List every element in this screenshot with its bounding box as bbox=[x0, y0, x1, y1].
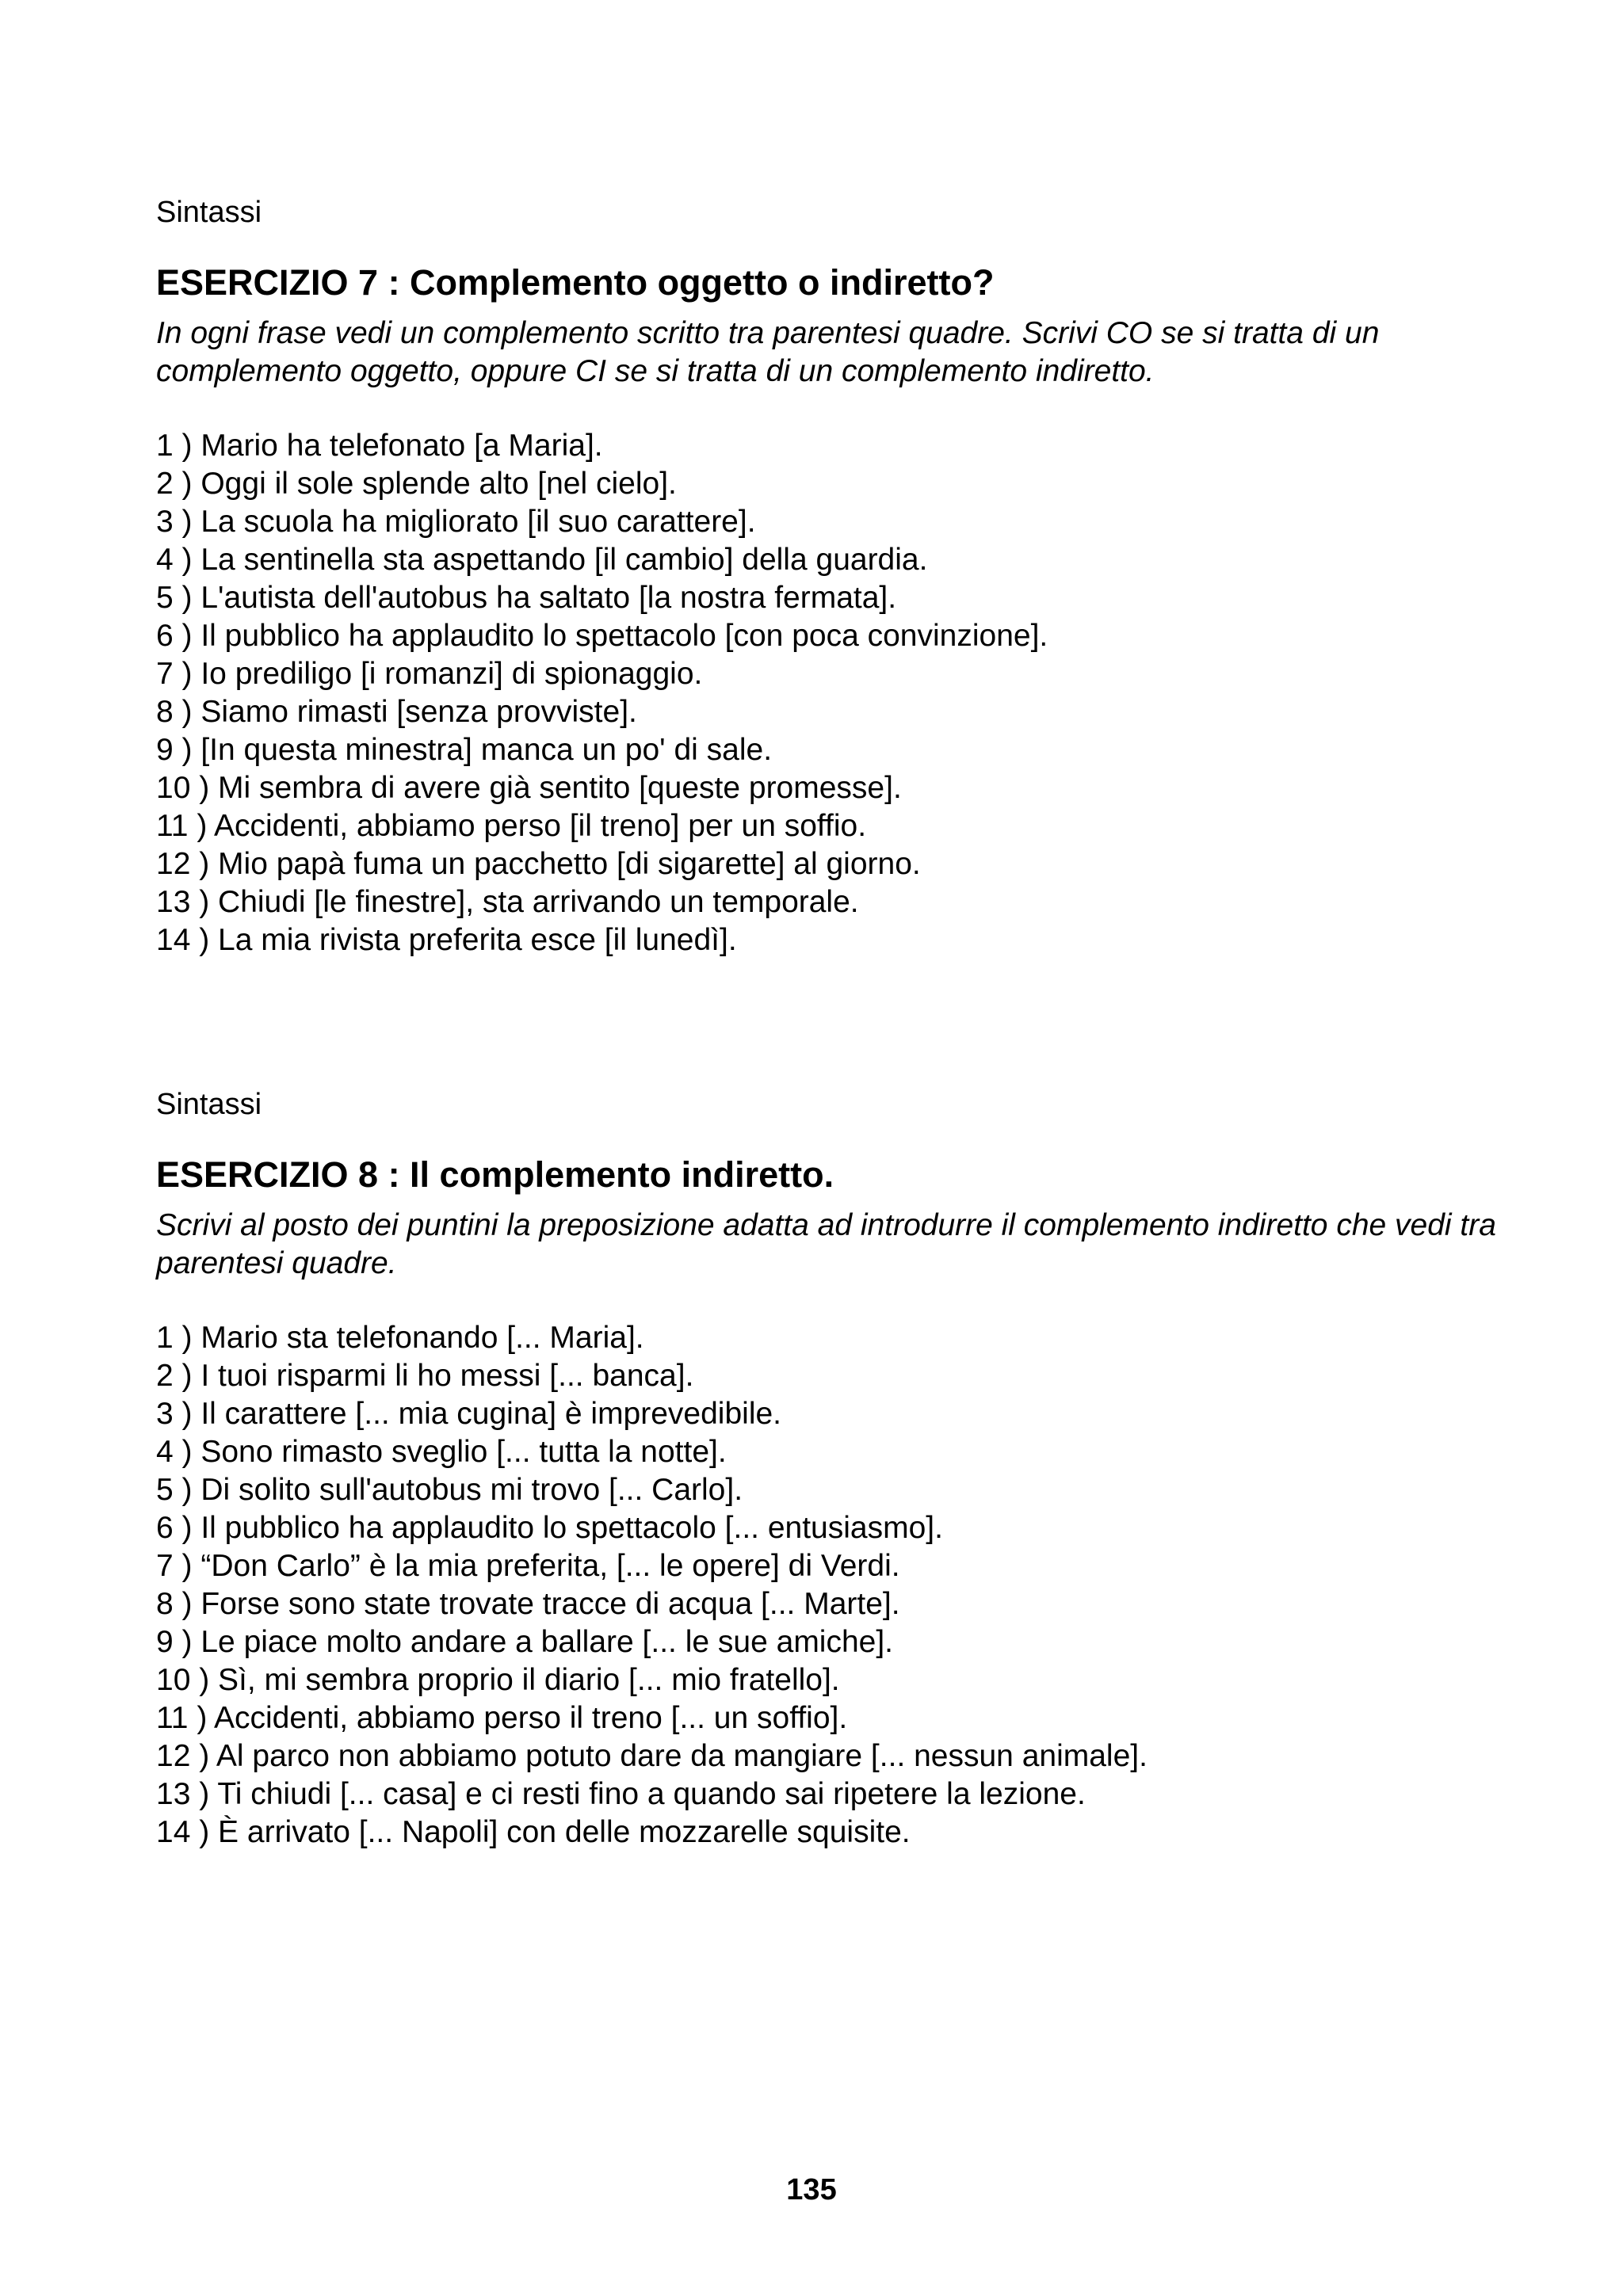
exercise-item: 4 ) Sono rimasto sveglio [... tutta la notte]. bbox=[156, 1435, 727, 1469]
exercise-item: 1 ) Mario ha telefonato [a Maria]. bbox=[156, 429, 603, 463]
exercise-item: 11 ) Accidenti, abbiamo perso il treno [... un soffio]. bbox=[156, 1701, 848, 1735]
exercise-instructions: Scrivi al posto dei puntini la preposizione adatta ad introdurre il complemento indiretto che vedi tra parentesi quadre. bbox=[156, 1208, 1496, 1280]
exercise-item: 2 ) I tuoi risparmi li ho messi [... banca]. bbox=[156, 1359, 694, 1393]
exercise-item: 5 ) Di solito sull'autobus mi trovo [... Carlo]. bbox=[156, 1473, 743, 1507]
exercise-item: 13 ) Chiudi [le finestre], sta arrivando un temporale. bbox=[156, 885, 859, 919]
exercise-item: 14 ) La mia rivista preferita esce [il lunedì]. bbox=[156, 923, 737, 957]
exercise-8-section bbox=[156, 1085, 1519, 1852]
exercise-item: 12 ) Al parco non abbiamo potuto dare da mangiare [... nessun animale]. bbox=[156, 1739, 1148, 1773]
exercise-item: 8 ) Forse sono state trovate tracce di acqua [... Marte]. bbox=[156, 1587, 900, 1621]
exercise-item: 5 ) L'autista dell'autobus ha saltato [la nostra fermata]. bbox=[156, 581, 897, 615]
exercise-item: 12 ) Mio papà fuma un pacchetto [di sigarette] al giorno. bbox=[156, 847, 921, 881]
exercise-item: 6 ) Il pubblico ha applaudito lo spettacolo [... entusiasmo]. bbox=[156, 1511, 943, 1545]
exercise-7-section bbox=[156, 193, 1519, 959]
exercise-item: 1 ) Mario sta telefonando [... Maria]. bbox=[156, 1321, 644, 1355]
section-label: Sintassi bbox=[156, 196, 262, 229]
exercise-item: 8 ) Siamo rimasti [senza provviste]. bbox=[156, 695, 637, 729]
exercise-item: 9 ) Le piace molto andare a ballare [... le sue amiche]. bbox=[156, 1625, 894, 1659]
exercise-item: 13 ) Ti chiudi [... casa] e ci resti fino a quando sai ripetere la lezione. bbox=[156, 1777, 1086, 1811]
exercise-item-list bbox=[156, 427, 1519, 959]
page-number: 135 bbox=[786, 2173, 837, 2206]
exercise-instructions: In ogni frase vedi un complemento scritto tra parentesi quadre. Scrivi CO se si tratta di un complemento oggetto, oppure CI se si tratta di un complemento indiretto. bbox=[156, 316, 1380, 388]
exercise-item-list bbox=[156, 1319, 1519, 1852]
exercise-item: 11 ) Accidenti, abbiamo perso [il treno] per un soffio. bbox=[156, 809, 867, 843]
exercise-item: 3 ) La scuola ha migliorato [il suo carattere]. bbox=[156, 505, 756, 539]
section-label: Sintassi bbox=[156, 1088, 262, 1121]
exercise-title: ESERCIZIO 8 : Il complemento indiretto. bbox=[156, 1154, 834, 1195]
exercise-item: 14 ) È arrivato [... Napoli] con delle mozzarelle squisite. bbox=[156, 1815, 911, 1849]
exercise-title: ESERCIZIO 7 : Complemento oggetto o indiretto? bbox=[156, 262, 995, 303]
exercise-item: 6 ) Il pubblico ha applaudito lo spettacolo [con poca convinzione]. bbox=[156, 619, 1048, 653]
exercise-item: 9 ) [In questa minestra] manca un po' di sale. bbox=[156, 733, 773, 767]
exercise-item: 10 ) Mi sembra di avere già sentito [queste promesse]. bbox=[156, 771, 902, 805]
exercise-item: 7 ) Io prediligo [i romanzi] di spionaggio. bbox=[156, 657, 703, 691]
exercise-item: 2 ) Oggi il sole splende alto [nel cielo]. bbox=[156, 467, 677, 501]
exercise-item: 7 ) “Don Carlo” è la mia preferita, [... le opere] di Verdi. bbox=[156, 1549, 900, 1583]
exercise-item: 3 ) Il carattere [... mia cugina] è imprevedibile. bbox=[156, 1397, 782, 1431]
exercise-item: 10 ) Sì, mi sembra proprio il diario [... mio fratello]. bbox=[156, 1663, 840, 1697]
exercise-item: 4 ) La sentinella sta aspettando [il cambio] della guardia. bbox=[156, 543, 928, 577]
